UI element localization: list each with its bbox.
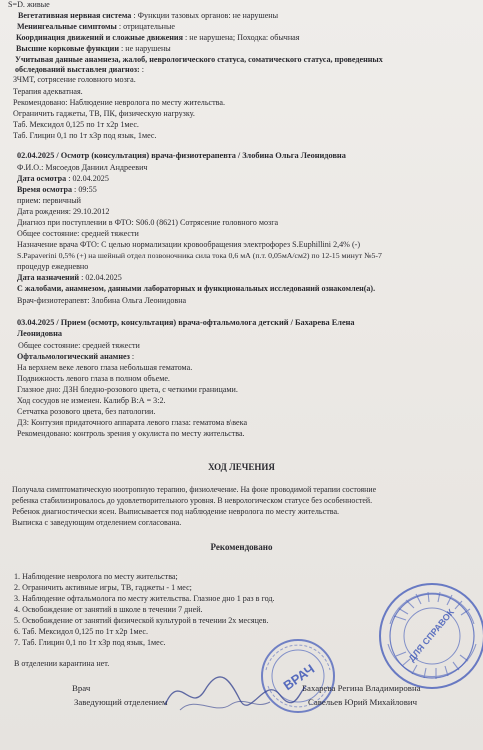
physio-title [17,151,483,161]
recommended-item-text: 4. Освобождение от занятий в школе в течении 7 дней. [14,605,203,614]
cortical-label: Высшие корковые функции [16,44,119,53]
ophth-text-7: Рекомендовано: контроль зрения у окулиста по месту жительства. [17,429,245,438]
physio-reception [17,196,483,206]
vegetative-value: : Функции тазовых органов: не нарушены [131,11,279,20]
course-text-1: Получала симптоматическую ноотропную терапию, физиолечение. На фоне проводимой терапии состояние [12,485,377,494]
doctor-label-text: Врач [72,683,91,693]
course-line-4 [12,518,483,528]
summary-line-2 [15,65,483,75]
physio-assign-text-2: S.Papaverini 0,5% (+) на шейный отдел позвоночника сила тока 0,6 мА (п.т. 0,05мА/см2) по 12-15 минут №5-7 [17,251,382,260]
rec-text-3: Таб. Мексидол 0,125 по 1т х2р 1мес. [13,120,139,129]
physio-diag [17,218,483,228]
head-label [74,697,168,707]
cortical-line [16,44,483,54]
ophth-text-2: Подвижность левого глаза в полном объеме. [17,374,170,383]
quarantine-text: В отделении карантина нет. [14,659,110,668]
physio-state [17,229,483,239]
recommended-item-text: 5. Освобождение от занятий физической культурой в течении 2х месяцев. [14,616,269,625]
ophth-title-2 [17,329,483,339]
physio-diag-text: Диагноз при поступлении в ФТО: S06.0 (8621) Сотрясение головного мозга [17,218,279,227]
ophth-text-4: Ход сосудов не изменен. Калибр В:А = 3:2. [17,396,166,405]
meningeal-line [17,22,483,32]
recommended-heading-text: Рекомендовано [210,542,273,552]
physio-birth [17,207,483,217]
ophth-anamnesis-tail: : [129,352,135,361]
therapy-line [13,87,483,97]
ophth-line-2 [17,374,483,384]
recommended-item-text: 6. Таб. Мексидол 0,125 по 1т х2р 1мес. [14,627,149,636]
reflex-line [8,0,483,10]
meningeal-label: Менингеальные симптомы [17,22,117,31]
course-heading [0,463,483,473]
physio-acquainted-text: С жалобами, анамнезом, данными лабораторных и функциональных исследований ознакомлен(а). [17,284,376,293]
physio-assign-1 [17,240,483,250]
course-text-4: Выписка с заведующим отделением согласована. [12,518,182,527]
doctor-name [302,683,421,693]
doctor-name-text: Бахарева Регина Владимировна [302,683,421,693]
ophth-title-text-2: Леонидовна [17,329,63,338]
ophth-state [18,341,483,351]
coordination-line [16,33,483,43]
course-heading-text: ХОД ЛЕЧЕНИЯ [208,462,275,472]
summary-text-2: обследований выставлен диагноз: [15,65,140,74]
physio-assign-2 [17,251,483,261]
ophth-text-6: ДЗ: Контузия придаточного аппарата левого глаза: гематома в\века [17,418,248,427]
recommended-item-text: 3. Наблюдение офтальмолога по месту жительства. Глазное дно 1 раз в год. [14,594,275,603]
recommended-item-text: 7. Таб. Глицин 0,1 по 1т х3р под язык, 1мес. [14,638,166,647]
head-name [308,697,417,707]
ophth-anamnesis [17,352,483,362]
summary-line-1 [15,55,483,65]
recommended-item-text: 2. Ограничить активные игры, ТВ, гаджеты - 1 мес; [14,583,192,592]
physio-assign-3 [17,262,483,272]
round-stamp [376,580,483,692]
course-line-3 [12,507,483,517]
physio-date [17,174,483,184]
physio-doctor [17,296,483,306]
summary-text-1: Учитывая данные анамнеза, жалоб, неврологического статуса, соматического статуса, проведенных [15,55,383,64]
rec-line-2 [13,109,483,119]
physio-assign-date [17,273,483,283]
doctor-stamp-text: ВРАЧ [280,661,318,694]
course-line-1 [12,485,483,495]
ophth-line-3 [17,385,483,395]
ophth-line-4 [17,396,483,406]
ophth-line-7 [17,429,483,439]
physio-state-text: Общее состояние: средней тяжести [17,229,139,238]
physio-assign-text-1: Назначение врача ФТО: С целью нормализации кровообращения электрофорез S.Euphillini 2,4% (-) [17,240,361,249]
ophth-title-text-1: 03.04.2025 / Прием (осмотр, консультация) врача-офтальмолога детский / Бахарева Елена [17,318,355,327]
rec-line-3 [13,120,483,130]
ophth-anamnesis-label: Офтальмологический анамнез [17,352,130,361]
physio-fio-text: Ф.И.О.: Мясоедов Даниил Андреевич [17,163,148,172]
recommended-item-text: 1. Наблюдение невролога по месту жительства; [14,572,178,581]
ophth-line-1 [17,363,483,373]
physio-assign-text-3: процедур ежедневно [17,262,89,271]
round-stamp-text: ДЛЯ СПРАВОК [406,607,457,664]
course-text-3: Ребенок диагностически ясен. Выписывается под наблюдение невролога по месту жительства. [12,507,340,516]
rec-line-1 [13,98,483,108]
physio-acquainted [17,284,483,294]
diagnosis-text: ЗЧМТ, сотрясение головного мозга. [13,75,136,84]
ophth-state-text: Общее состояние: средней тяжести [18,341,140,350]
physio-assign-date-value: : 02.04.2025 [79,273,122,282]
vegetative-label: Вегетативная нервная система [18,11,132,20]
physio-date-label: Дата осмотра [17,174,67,183]
doctor-label [72,683,90,693]
head-label-text: Заведующий отделением [74,697,168,707]
rec-line-4 [13,131,483,141]
physio-time-label: Время осмотра [17,185,73,194]
ophth-text-1: На верхнем веке левого глаза небольшая гематома. [17,363,193,372]
meningeal-value: : отрицательные [116,22,176,31]
physio-reception-text: прием: первичный [17,196,81,205]
signature-scribble [160,660,310,720]
diagnosis-line [13,75,483,85]
physio-title-text: 02.04.2025 / Осмотр (консультация) врача-физиотерапевта / Злобина Ольга Леонидовна [17,151,346,160]
physio-time [17,185,483,195]
course-text-2: ребенка стабилизировалось до удовлетворительного уровня. В неврологическом статусе без особенностей. [12,496,373,505]
ophth-text-5: Сетчатка розового цвета, без патологии. [17,407,156,416]
head-name-text: Савельев Юрий Михайлович [308,697,417,707]
physio-doctor-text: Врач-физиотерапевт: Злобина Ольга Леонидовна [17,296,187,305]
physio-time-value: : 09:55 [72,185,97,194]
summary-tail: : [139,65,144,74]
ophth-line-5 [17,407,483,417]
coordination-label: Координация движений и сложные движения [16,33,183,42]
ophth-text-3: Глазное дно: ДЗН бледно-розового цвета, с четкими границами. [17,385,238,394]
physio-birth-text: Дата рождения: 29.10.2012 [17,207,110,216]
physio-assign-date-label: Дата назначений [17,273,80,282]
cortical-value: : не нарушены [119,44,171,53]
reflex-text: S=D. живые [8,0,50,9]
therapy-text: Терапия адекватная. [13,87,83,96]
rec-text-1: Рекомендовано: Наблюдение невролога по месту жительства. [13,98,225,107]
physio-fio [17,163,483,173]
rec-text-4: Таб. Глицин 0,1 по 1т х3р под язык, 1мес. [13,131,157,140]
ophth-title-1 [17,318,483,328]
rec-text-2: Ограничить гаджеты, ТВ, ПК, физическую нагрузку. [13,109,195,118]
recommended-heading [0,543,483,553]
physio-date-value: : 02.04.2025 [66,174,109,183]
course-line-2 [12,496,483,506]
coordination-value: : не нарушена; Походка: обычная [182,33,300,42]
vegetative-line [18,11,483,21]
ophth-line-6 [17,418,483,428]
